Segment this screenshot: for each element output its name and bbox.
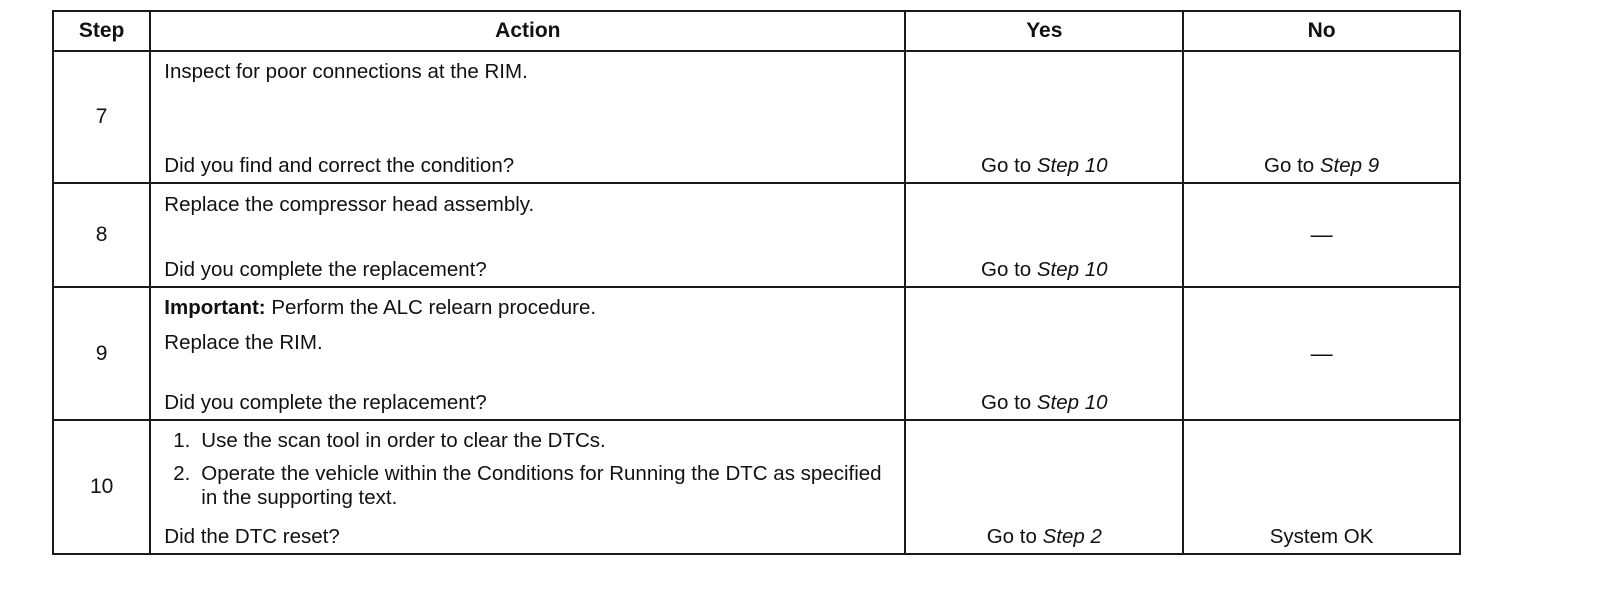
yes-prefix: Go to [981,154,1037,177]
action-cell [150,420,905,554]
yes-cell [905,183,1183,287]
yes-prefix: Go to [981,391,1037,414]
list-item [173,429,896,453]
no-prefix: Go to [1264,154,1320,177]
step-number: 10 [53,420,150,554]
action-question: Did you complete the replacement? [164,391,487,414]
table-row [53,420,1460,554]
action-cell [150,51,905,183]
yes-step-ref: Step 10 [1036,258,1108,281]
yes-prefix: Go to [986,525,1043,548]
yes-answer [981,154,1108,182]
action-question: Did you find and correct the condition? [164,154,515,177]
header-action: Action [150,11,905,51]
table-row [53,287,1460,420]
list-text: Use the scan tool in order to clear the DTCs. [201,429,606,452]
action-question: Did you complete the replacement? [164,258,487,281]
table-row [53,51,1460,183]
important-note [164,296,896,320]
yes-step-ref: Step 2 [1042,525,1102,548]
no-step-ref: Step 9 [1319,154,1380,177]
list-item [173,462,896,510]
yes-answer [981,258,1108,286]
diagnostic-table [52,10,1461,555]
yes-cell [905,420,1183,554]
action-text: Replace the RIM. [164,331,323,354]
yes-step-ref: Step 10 [1036,391,1108,414]
action-cell [150,183,905,287]
no-answer [1264,154,1379,182]
action-question: Did the DTC reset? [164,525,340,548]
no-cell [1183,287,1460,420]
important-label: Important: [164,296,266,319]
no-answer-dash: — [1310,340,1333,366]
important-text: Perform the ALC relearn procedure. [265,296,597,319]
header-step: Step [53,11,150,51]
action-cell [150,287,905,420]
no-cell [1183,420,1460,554]
action-text: Inspect for poor connections at the RIM. [164,60,528,83]
yes-cell [905,287,1183,420]
yes-cell [905,51,1183,183]
step-number: 9 [53,287,150,420]
yes-answer [981,391,1108,419]
no-cell [1183,51,1460,183]
list-number: 2. [173,462,191,485]
yes-prefix: Go to [981,258,1037,281]
list-text: Operate the vehicle within the Conditions for Running the DTC as specified in the supporting text. [201,462,882,509]
step-number: 7 [53,51,150,183]
header-row [53,11,1460,51]
action-text: Replace the compressor head assembly. [164,193,535,216]
step-number: 8 [53,183,150,287]
no-answer-dash: — [1310,222,1333,247]
header-yes: Yes [905,11,1183,51]
list-number: 1. [173,429,191,452]
table-row [53,183,1460,287]
no-cell [1183,183,1460,287]
yes-answer [987,525,1102,553]
header-no: No [1183,11,1460,51]
no-answer: System OK [1269,525,1374,548]
yes-step-ref: Step 10 [1036,154,1108,177]
